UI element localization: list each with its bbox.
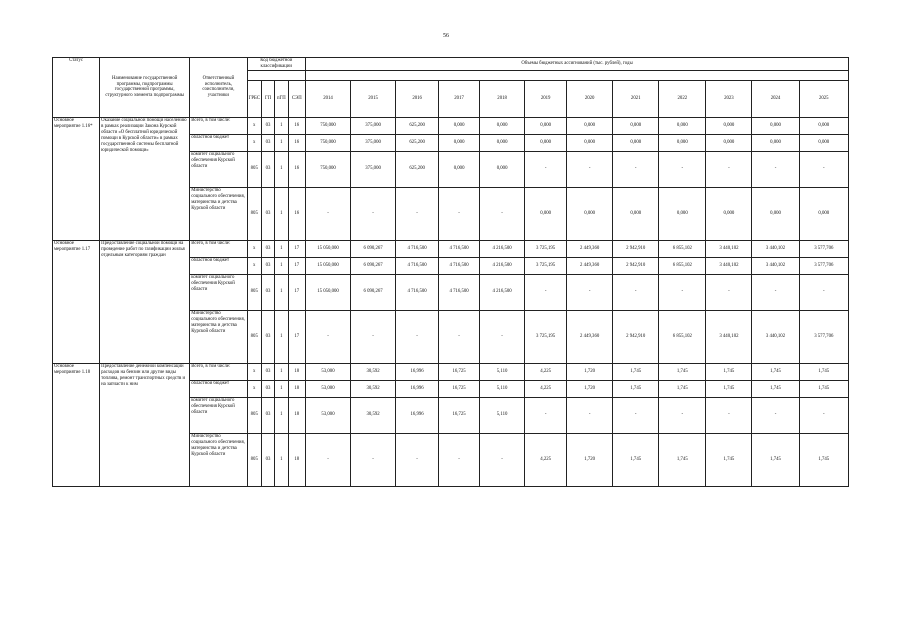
responsible-cell: Всего, в том числе:: [190, 240, 247, 257]
value-cell: 15 050,000: [305, 240, 350, 257]
value-cell: 0,000: [567, 187, 613, 240]
value-cell: 30,592: [351, 363, 396, 380]
value-cell: -: [659, 151, 706, 187]
value-cell: 0,000: [525, 117, 567, 134]
value-cell: 15 050,000: [305, 257, 350, 274]
code-cell: 03: [261, 240, 274, 257]
value-cell: 1,745: [706, 363, 752, 380]
value-cell: 4 716,500: [439, 257, 480, 274]
value-cell: -: [567, 151, 613, 187]
table-row: [53, 240, 849, 257]
value-cell: -: [480, 310, 525, 363]
value-cell: 4 216,500: [480, 240, 525, 257]
code-group-header: Код бюджетной классификации: [247, 58, 305, 71]
value-cell: 0,000: [439, 117, 480, 134]
value-cell: -: [567, 397, 613, 433]
value-cell: 15 050,000: [305, 274, 350, 310]
value-cell: 16,996: [396, 363, 439, 380]
value-cell: 1,745: [752, 380, 799, 397]
code-cell: 1: [275, 117, 288, 134]
value-cell: 3 725,195: [525, 310, 567, 363]
value-cell: 0,000: [439, 134, 480, 151]
value-cell: 3 440,102: [752, 240, 799, 257]
responsible-cell: областной бюджет: [190, 257, 247, 274]
value-cell: 4,225: [525, 380, 567, 397]
year-col-header: 2015: [351, 80, 396, 117]
value-cell: -: [799, 397, 848, 433]
responsible-cell: Министерство социального обеспечения, материнства и детства Курской области: [190, 187, 247, 240]
code-cell: 03: [261, 397, 274, 433]
value-cell: 2 942,910: [613, 257, 659, 274]
value-cell: -: [752, 151, 799, 187]
value-cell: 0,000: [480, 117, 525, 134]
code-cell: 805: [247, 310, 261, 363]
value-cell: 1,745: [706, 433, 752, 486]
value-cell: 2 449,360: [567, 240, 613, 257]
code-cell: 17: [288, 310, 305, 363]
value-cell: 2 449,360: [567, 257, 613, 274]
value-cell: 2 942,910: [613, 240, 659, 257]
value-cell: 4 716,500: [396, 257, 439, 274]
code-cell: 1: [275, 274, 288, 310]
year-col-header: 2023: [706, 80, 752, 117]
status-cell: Основное мероприятие 1.17: [53, 240, 100, 363]
code-cell: 805: [247, 151, 261, 187]
code-cell: 16: [288, 151, 305, 187]
code-cell: 1: [275, 397, 288, 433]
responsible-cell: областной бюджет: [190, 134, 247, 151]
value-cell: 6 855,102: [659, 240, 706, 257]
table-row: [53, 117, 849, 134]
responsible-cell: Министерство социального обеспечения, материнства и детства Курской области: [190, 433, 247, 486]
value-cell: 0,000: [752, 134, 799, 151]
code-cell: 805: [247, 274, 261, 310]
code-cell: 1: [275, 363, 288, 380]
code-col-header: СЭП: [288, 80, 305, 117]
code-cell: 03: [261, 363, 274, 380]
value-cell: -: [799, 151, 848, 187]
value-cell: 0,000: [752, 187, 799, 240]
responsible-cell: комитет социального обеспечения Курской области: [190, 274, 247, 310]
value-cell: 3 440,102: [752, 257, 799, 274]
value-cell: 5,110: [480, 397, 525, 433]
volume-group-header: Объемы бюджетных ассигнований (тыс. рублей), годы: [305, 58, 848, 71]
code-col-header: ГП: [261, 80, 274, 117]
value-cell: 750,000: [305, 117, 350, 134]
year-col-header: 2018: [480, 80, 525, 117]
value-cell: 1,745: [752, 363, 799, 380]
value-cell: 3 577,706: [799, 310, 848, 363]
value-cell: -: [480, 187, 525, 240]
value-cell: -: [613, 151, 659, 187]
code-cell: 03: [261, 433, 274, 486]
value-cell: 3 440,102: [752, 310, 799, 363]
code-cell: 1: [275, 240, 288, 257]
code-cell: 805: [247, 397, 261, 433]
value-cell: 6 090,267: [351, 257, 396, 274]
code-cell: 03: [261, 151, 274, 187]
value-cell: 4 216,500: [480, 274, 525, 310]
value-cell: 0,000: [706, 187, 752, 240]
value-cell: 53,000: [305, 363, 350, 380]
code-cell: 03: [261, 274, 274, 310]
code-cell: х: [247, 363, 261, 380]
value-cell: 0,000: [799, 117, 848, 134]
value-cell: -: [439, 433, 480, 486]
value-cell: 6 855,102: [659, 310, 706, 363]
status-cell: Основное мероприятие 1.18: [53, 363, 100, 486]
code-col-header: пГП: [275, 80, 288, 117]
value-cell: -: [396, 433, 439, 486]
value-cell: 53,000: [305, 380, 350, 397]
code-cell: 03: [261, 380, 274, 397]
value-cell: 4 716,500: [396, 240, 439, 257]
value-cell: 0,000: [659, 187, 706, 240]
value-cell: 1,745: [752, 433, 799, 486]
name-cell: Предоставление денежной компенсации расходов на бензин или другие виды топлива, ремонт транспортных средств и на запчасти к ним: [100, 363, 190, 486]
value-cell: 0,000: [659, 117, 706, 134]
value-cell: -: [439, 310, 480, 363]
code-cell: 16: [288, 117, 305, 134]
code-cell: 17: [288, 257, 305, 274]
responsible-cell: областной бюджет: [190, 380, 247, 397]
status-cell: Основное мероприятие 1.16*: [53, 117, 100, 240]
code-cell: 1: [275, 310, 288, 363]
value-cell: 0,000: [706, 117, 752, 134]
code-cell: 03: [261, 134, 274, 151]
value-cell: 1,745: [613, 433, 659, 486]
value-cell: 0,000: [567, 117, 613, 134]
value-cell: -: [351, 187, 396, 240]
code-cell: 16: [288, 187, 305, 240]
value-cell: 3 725,195: [525, 257, 567, 274]
value-cell: 3 577,706: [799, 257, 848, 274]
value-cell: 1,745: [613, 363, 659, 380]
value-cell: 4 716,500: [439, 240, 480, 257]
value-cell: 750,000: [305, 134, 350, 151]
value-cell: 0,000: [480, 151, 525, 187]
value-cell: -: [305, 433, 350, 486]
value-cell: 1,745: [799, 363, 848, 380]
value-cell: 375,000: [351, 117, 396, 134]
value-cell: 0,000: [659, 134, 706, 151]
value-cell: 3 725,195: [525, 240, 567, 257]
value-cell: -: [439, 187, 480, 240]
value-cell: -: [706, 397, 752, 433]
value-cell: 625,200: [396, 151, 439, 187]
value-cell: -: [305, 187, 350, 240]
responsible-cell: комитет социального обеспечения Курской области: [190, 151, 247, 187]
value-cell: 4 716,500: [396, 274, 439, 310]
year-col-header: 2016: [396, 80, 439, 117]
value-cell: 0,000: [480, 134, 525, 151]
code-cell: х: [247, 240, 261, 257]
value-cell: -: [752, 397, 799, 433]
value-cell: 0,000: [613, 134, 659, 151]
code-cell: 1: [275, 380, 288, 397]
code-cell: х: [247, 380, 261, 397]
value-cell: 1,745: [706, 380, 752, 397]
code-cell: 805: [247, 433, 261, 486]
code-cell: 16: [288, 134, 305, 151]
value-cell: 16,725: [439, 363, 480, 380]
value-cell: 3 440,102: [706, 240, 752, 257]
name-header: Наименование государственной программы, подпрограммы государственной программы, структурного элемента подпрограммы: [100, 58, 190, 118]
code-col-header: ГРБС: [247, 80, 261, 117]
value-cell: 0,000: [525, 134, 567, 151]
value-cell: -: [799, 274, 848, 310]
budget-table: [52, 57, 849, 487]
value-cell: 1,745: [659, 380, 706, 397]
value-cell: -: [525, 151, 567, 187]
code-cell: 1: [275, 151, 288, 187]
value-cell: 5,110: [480, 380, 525, 397]
code-cell: 805: [247, 187, 261, 240]
code-cell: 1: [275, 187, 288, 240]
value-cell: 1,745: [799, 380, 848, 397]
code-cell: 03: [261, 117, 274, 134]
year-col-header: 2020: [567, 80, 613, 117]
value-cell: -: [396, 310, 439, 363]
value-cell: 1,720: [567, 380, 613, 397]
value-cell: 6 090,267: [351, 240, 396, 257]
value-cell: -: [351, 310, 396, 363]
responsible-cell: Министерство социального обеспечения, материнства и детства Курской области: [190, 310, 247, 363]
year-col-header: 2014: [305, 80, 350, 117]
value-cell: -: [706, 151, 752, 187]
value-cell: -: [567, 274, 613, 310]
value-cell: 30,592: [351, 380, 396, 397]
value-cell: 4 216,500: [480, 257, 525, 274]
value-cell: 375,000: [351, 151, 396, 187]
value-cell: -: [396, 187, 439, 240]
value-cell: -: [351, 433, 396, 486]
table-row: [53, 363, 849, 380]
value-cell: -: [659, 397, 706, 433]
responsible-header: Ответственный исполнитель, соисполнители, участники: [190, 58, 247, 118]
value-cell: -: [706, 274, 752, 310]
year-col-header: 2019: [525, 80, 567, 117]
value-cell: 6 855,102: [659, 257, 706, 274]
year-col-header: 2021: [613, 80, 659, 117]
code-cell: 18: [288, 397, 305, 433]
value-cell: 625,200: [396, 134, 439, 151]
code-cell: 03: [261, 310, 274, 363]
value-cell: -: [305, 310, 350, 363]
value-cell: 0,000: [525, 187, 567, 240]
value-cell: 1,720: [567, 363, 613, 380]
value-cell: -: [659, 274, 706, 310]
code-cell: 1: [275, 257, 288, 274]
value-cell: 0,000: [706, 134, 752, 151]
value-cell: 1,745: [659, 363, 706, 380]
value-cell: 1,745: [799, 433, 848, 486]
value-cell: 4,225: [525, 363, 567, 380]
code-cell: 17: [288, 274, 305, 310]
value-cell: -: [525, 397, 567, 433]
value-cell: 0,000: [799, 187, 848, 240]
value-cell: 53,000: [305, 397, 350, 433]
value-cell: 16,996: [396, 380, 439, 397]
code-cell: х: [247, 257, 261, 274]
responsible-cell: комитет социального обеспечения Курской области: [190, 397, 247, 433]
code-cell: 18: [288, 363, 305, 380]
value-cell: 4 716,500: [439, 274, 480, 310]
value-cell: -: [480, 433, 525, 486]
value-cell: 1,745: [613, 380, 659, 397]
value-cell: 0,000: [799, 134, 848, 151]
value-cell: -: [613, 274, 659, 310]
value-cell: 1,745: [659, 433, 706, 486]
value-cell: 4,225: [525, 433, 567, 486]
value-cell: 6 090,267: [351, 274, 396, 310]
value-cell: 0,000: [613, 187, 659, 240]
value-cell: -: [752, 274, 799, 310]
year-col-header: 2017: [439, 80, 480, 117]
status-header: Статус: [53, 58, 100, 118]
value-cell: -: [525, 274, 567, 310]
value-cell: -: [613, 397, 659, 433]
value-cell: 0,000: [752, 117, 799, 134]
page-number: 56: [443, 33, 449, 39]
responsible-cell: Всего, в том числе:: [190, 117, 247, 134]
value-cell: 750,000: [305, 151, 350, 187]
year-col-header: 2025: [799, 80, 848, 117]
code-cell: 18: [288, 433, 305, 486]
code-cell: 1: [275, 134, 288, 151]
code-cell: 1: [275, 433, 288, 486]
code-cell: х: [247, 134, 261, 151]
value-cell: 3 577,706: [799, 240, 848, 257]
name-cell: Предоставление социальной помощи на проведение работ по газификации жилья отдельным категориям граждан: [100, 240, 190, 363]
value-cell: 3 440,102: [706, 310, 752, 363]
value-cell: 5,110: [480, 363, 525, 380]
value-cell: 16,725: [439, 380, 480, 397]
value-cell: 30,592: [351, 397, 396, 433]
value-cell: 1,720: [567, 433, 613, 486]
code-cell: 03: [261, 257, 274, 274]
value-cell: 2 942,910: [613, 310, 659, 363]
value-cell: 375,000: [351, 134, 396, 151]
year-col-header: 2022: [659, 80, 706, 117]
value-cell: 0,000: [567, 134, 613, 151]
value-cell: 2 449,360: [567, 310, 613, 363]
value-cell: 0,000: [439, 151, 480, 187]
value-cell: 16,996: [396, 397, 439, 433]
code-cell: 03: [261, 187, 274, 240]
code-cell: х: [247, 117, 261, 134]
code-cell: 17: [288, 240, 305, 257]
value-cell: 625,200: [396, 117, 439, 134]
code-cell: 18: [288, 380, 305, 397]
year-col-header: 2024: [752, 80, 799, 117]
value-cell: 3 440,102: [706, 257, 752, 274]
name-cell: Оказание социальной помощи населению в рамках реализации Закона Курской области «О бесплатной юридической помощи в Курской области» в рамках государственной системы бесплатной юридической помощи»: [100, 117, 190, 240]
responsible-cell: Всего, в том числе:: [190, 363, 247, 380]
value-cell: 16,725: [439, 397, 480, 433]
value-cell: 0,000: [613, 117, 659, 134]
